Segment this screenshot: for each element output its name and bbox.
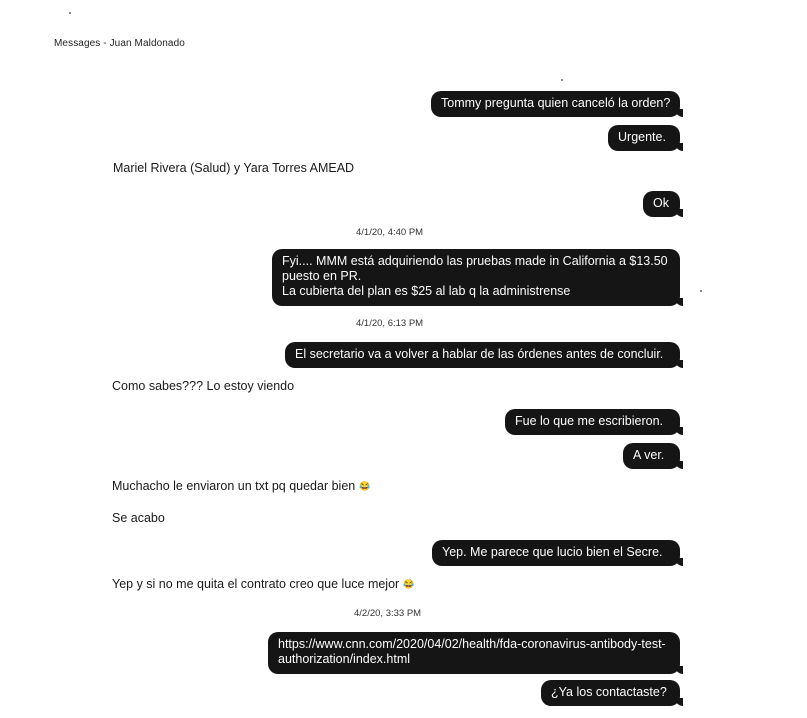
- outgoing-message: [285, 342, 680, 368]
- incoming-message: Se acabo: [112, 511, 165, 525]
- message-line: puesto en PR.: [282, 269, 362, 283]
- outgoing-message: [431, 91, 680, 117]
- outgoing-message: [268, 632, 680, 674]
- incoming-message: [112, 577, 414, 591]
- outgoing-message: [608, 125, 680, 151]
- scan-speck: [700, 290, 702, 292]
- conversation-title: Messages - Juan Maldonado: [54, 38, 185, 49]
- message-text: A ver.: [633, 448, 665, 462]
- message-text: Yep. Me parece que lucio bien el Secre.: [442, 545, 663, 559]
- scan-speck: [561, 79, 563, 81]
- message-text: Tommy pregunta quien canceló la orden?: [441, 96, 671, 110]
- incoming-message: Mariel Rivera (Salud) y Yara Torres AMEAD: [113, 161, 355, 175]
- message-text: Yep y si no me quita el contrato creo que luce mejor: [112, 577, 400, 591]
- outgoing-message: [623, 443, 680, 469]
- message-text: ¿Ya los contactaste?: [551, 685, 667, 699]
- outgoing-message: [505, 409, 680, 435]
- outgoing-message: [272, 249, 680, 306]
- message-link-line[interactable]: authorization/index.html: [278, 652, 411, 666]
- message-text: Urgente.: [618, 130, 666, 144]
- laughing-emoji-icon: 😂: [359, 481, 371, 492]
- outgoing-message: [643, 191, 680, 217]
- message-text: Ok: [653, 196, 669, 210]
- scan-speck: [69, 12, 71, 14]
- laughing-emoji-icon: 😂: [403, 579, 415, 590]
- incoming-message: [112, 479, 370, 493]
- message-line: Fyi.... MMM está adquiriendo las pruebas made in California a $13.50: [282, 254, 668, 268]
- message-text: Fue lo que me escribieron.: [515, 414, 663, 428]
- message-link-line[interactable]: https://www.cnn.com/2020/04/02/health/fda-coronavirus-antibody-test-: [278, 637, 666, 651]
- outgoing-message: [432, 540, 680, 566]
- timestamp: 4/1/20, 4:40 PM: [356, 227, 424, 238]
- timestamp: 4/2/20, 3:33 PM: [354, 608, 422, 619]
- message-text: Muchacho le enviaron un txt pq quedar bien: [112, 479, 356, 493]
- incoming-message: Como sabes??? Lo estoy viendo: [112, 379, 295, 393]
- message-text: El secretario va a volver a hablar de las órdenes antes de concluir.: [295, 347, 664, 361]
- outgoing-message: [541, 680, 680, 706]
- timestamp: 4/1/20, 6:13 PM: [356, 318, 424, 329]
- message-line: La cubierta del plan es $25 al lab q la administrense: [282, 284, 571, 298]
